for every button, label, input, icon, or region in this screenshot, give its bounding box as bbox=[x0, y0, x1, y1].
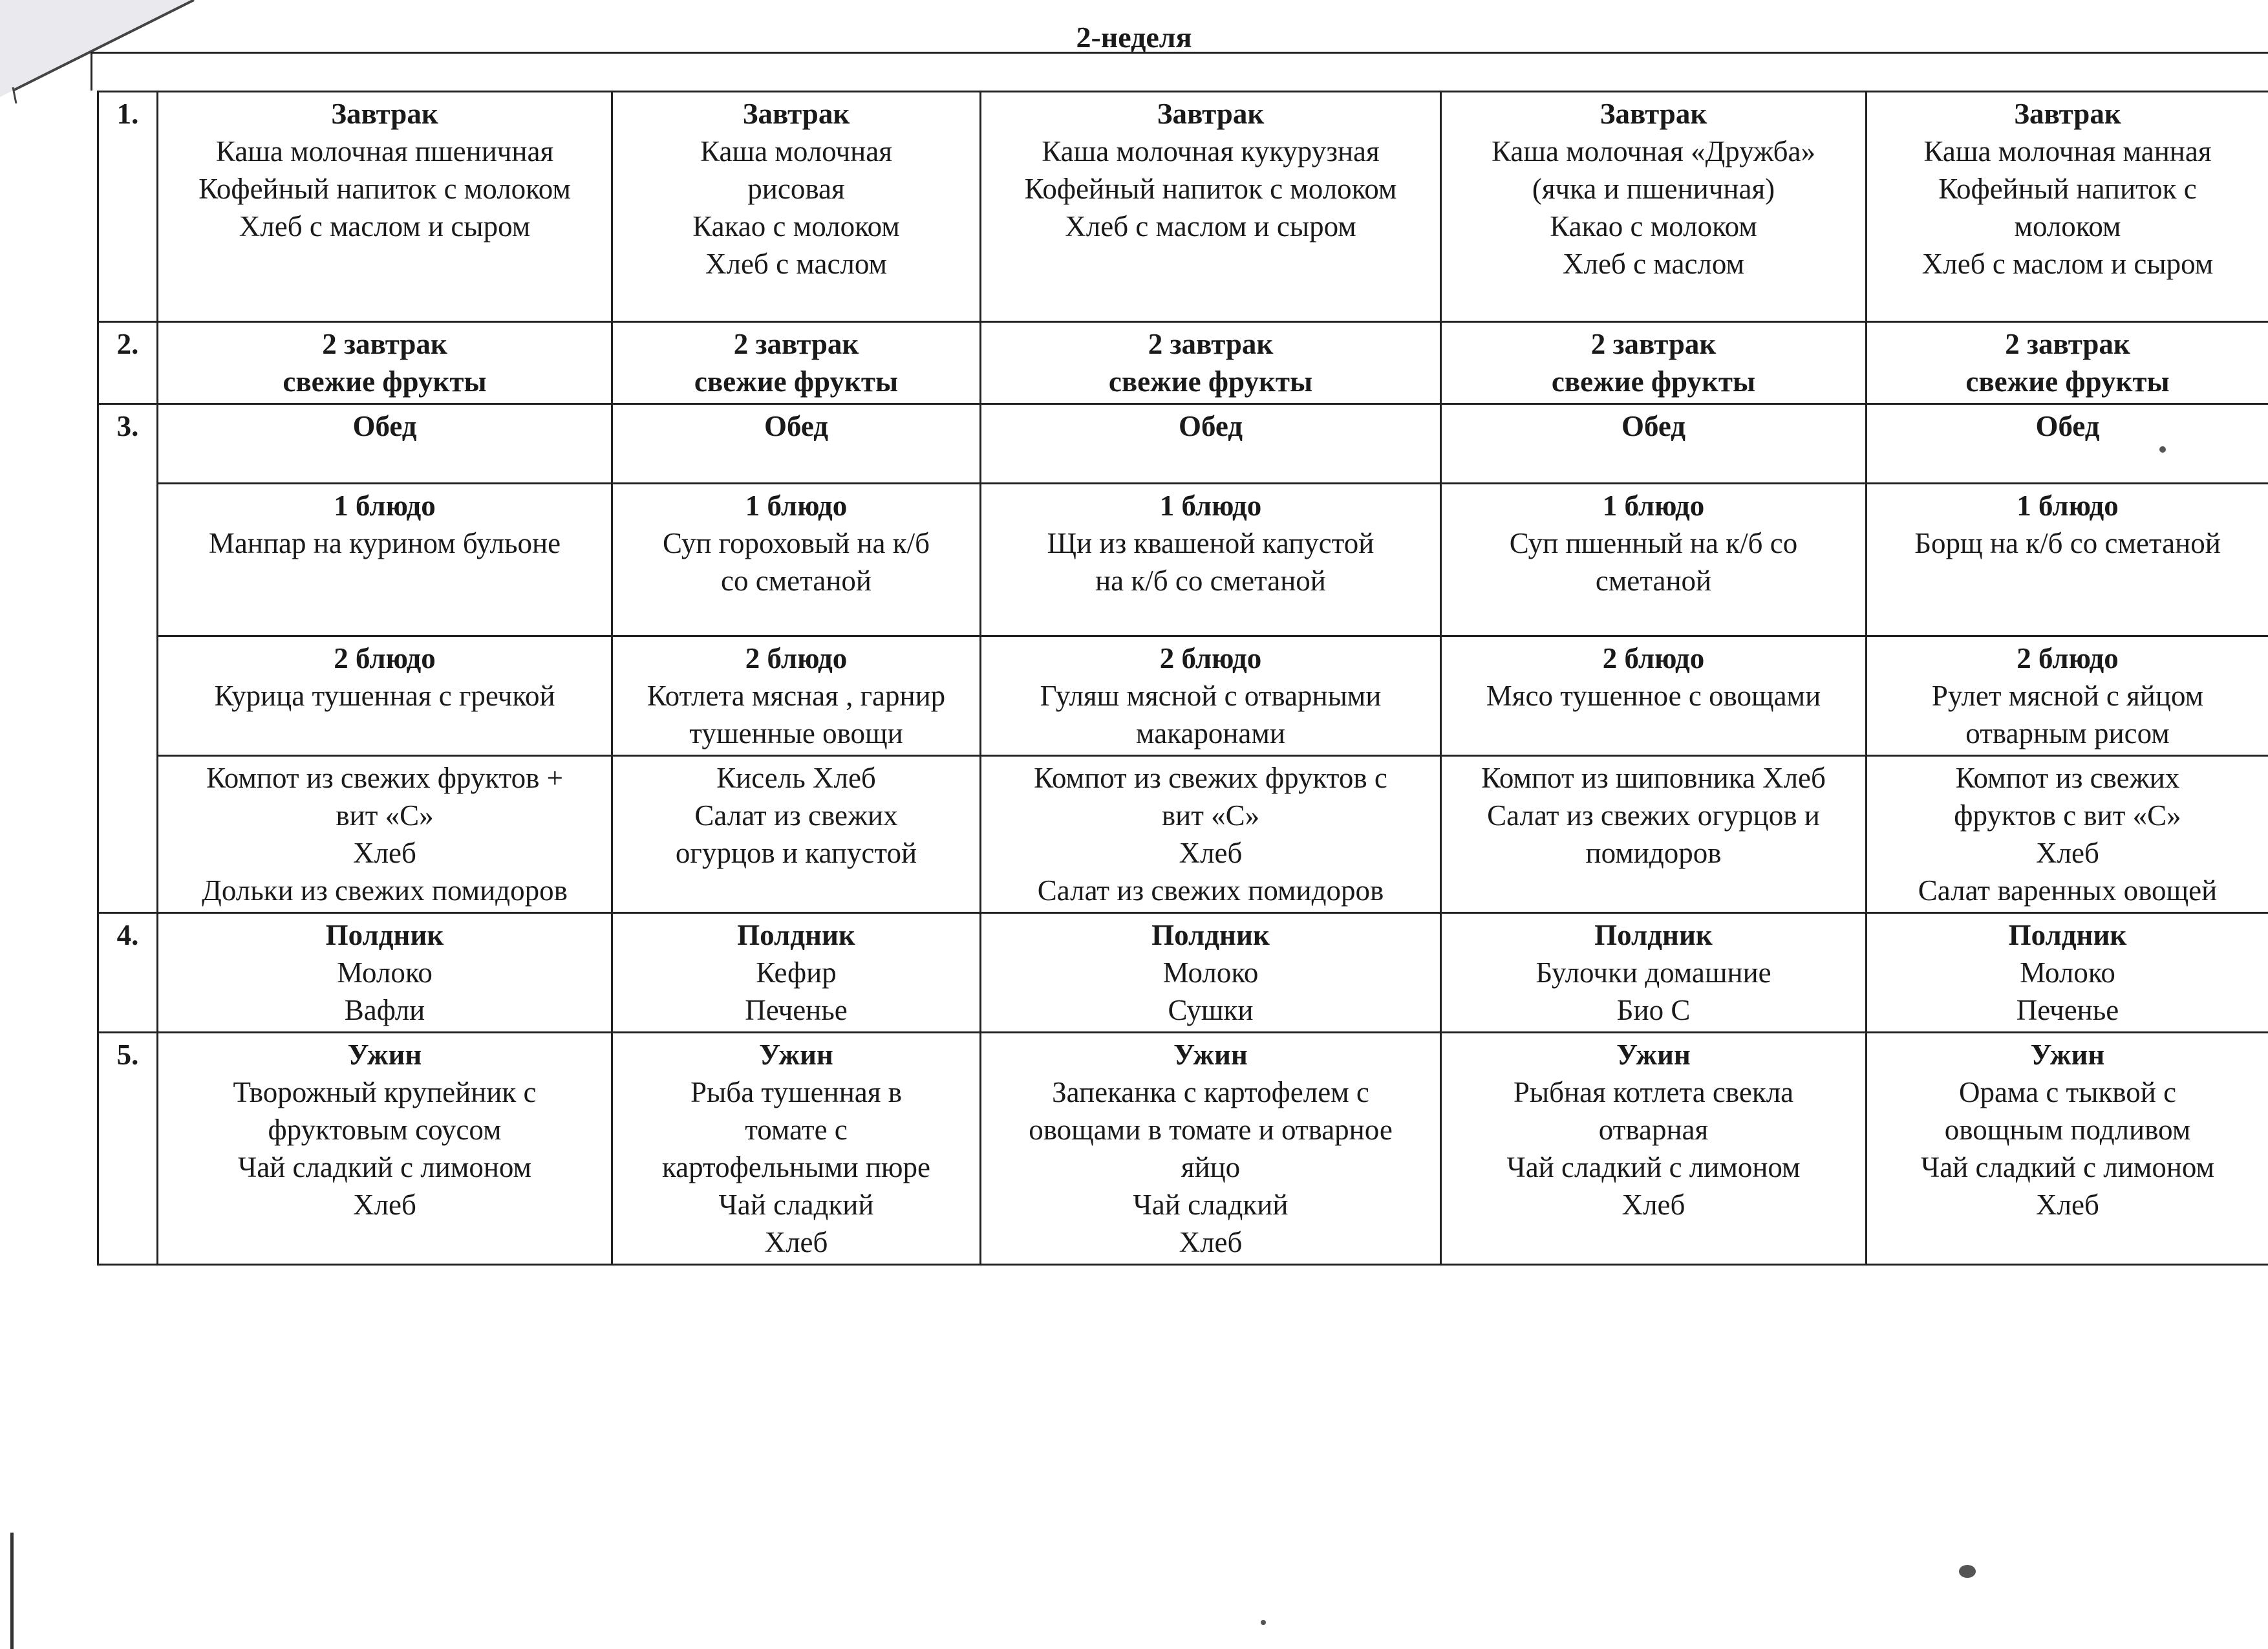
row-number: 3. bbox=[98, 404, 158, 913]
dish-line: яйцо bbox=[1181, 1151, 1241, 1183]
menu-cell bbox=[612, 92, 981, 322]
menu-cell bbox=[158, 92, 612, 322]
menu-cell bbox=[981, 92, 1441, 322]
menu-cell bbox=[1441, 92, 1867, 322]
meal-heading: 1 блюдо bbox=[745, 490, 848, 522]
menu-cell bbox=[612, 1033, 981, 1265]
dish-line: Молоко bbox=[337, 956, 433, 989]
dish-line: макаронами bbox=[1136, 717, 1285, 749]
menu-cell bbox=[981, 322, 1441, 404]
table-row bbox=[98, 636, 2268, 756]
dish-line: Чай сладкий с лимоном bbox=[1920, 1151, 2215, 1183]
dish-line: Салат из свежих помидоров bbox=[1037, 874, 1384, 907]
dish-line: Какао с молоком bbox=[692, 210, 900, 242]
dish-line: сметаной bbox=[1595, 565, 1712, 597]
menu-cell bbox=[1867, 92, 2268, 322]
dish-line: фруктовым соусом bbox=[268, 1114, 502, 1146]
meal-heading: 2 завтрак bbox=[1590, 328, 1717, 360]
table-row bbox=[98, 92, 2268, 322]
menu-cell bbox=[158, 913, 612, 1033]
meal-heading: 1 блюдо bbox=[2017, 490, 2119, 522]
dish-line: вит «С» bbox=[1161, 799, 1260, 832]
table-row bbox=[98, 1033, 2268, 1265]
dish-line: Био С bbox=[1616, 994, 1691, 1026]
meal-heading: Ужин bbox=[2030, 1039, 2105, 1071]
meal-heading: 2 блюдо bbox=[334, 642, 436, 674]
meal-heading: Ужин bbox=[1173, 1039, 1248, 1071]
menu-cell bbox=[981, 1033, 1441, 1265]
dish-line: Запеканка с картофелем с bbox=[1052, 1076, 1369, 1108]
dish-line: Каша молочная «Дружба» bbox=[1492, 135, 1815, 167]
menu-cell bbox=[1441, 322, 1867, 404]
meal-subheading: свежие фрукты bbox=[283, 365, 487, 398]
dish-line: Вафли bbox=[344, 994, 425, 1026]
meal-heading: Завтрак bbox=[1157, 98, 1265, 130]
menu-cell bbox=[158, 322, 612, 404]
dish-line: Чай сладкий bbox=[718, 1189, 874, 1221]
menu-cell bbox=[1441, 404, 1867, 484]
dish-line: огурцов и капустой bbox=[675, 837, 917, 869]
menu-cell bbox=[612, 756, 981, 913]
scan-edge-mark bbox=[10, 1533, 14, 1649]
row-number: 1. bbox=[98, 92, 158, 322]
meal-heading: Обед bbox=[1621, 410, 1686, 442]
menu-cell bbox=[1441, 756, 1867, 913]
dish-line: Кофейный напиток с bbox=[1938, 173, 2197, 205]
meal-subheading: свежие фрукты bbox=[1551, 365, 1756, 398]
dish-line: молоком bbox=[2014, 210, 2121, 242]
meal-heading: Полдник bbox=[325, 919, 444, 951]
meal-heading: 2 завтрак bbox=[322, 328, 447, 360]
weekly-menu-table bbox=[97, 91, 2268, 1266]
dish-line: Хлеб с маслом и сыром bbox=[1065, 210, 1356, 242]
scan-speck bbox=[1959, 1565, 1976, 1578]
dish-line: рисовая bbox=[747, 173, 845, 205]
meal-heading: Завтрак bbox=[331, 98, 438, 130]
meal-heading: 2 блюдо bbox=[1159, 642, 1262, 674]
dish-line: Салат варенных овощей bbox=[1918, 874, 2218, 907]
row-number: 5. bbox=[98, 1033, 158, 1265]
menu-cell bbox=[612, 404, 981, 484]
meal-heading: 1 блюдо bbox=[334, 490, 436, 522]
dish-line: Кофейный напиток с молоком bbox=[1024, 173, 1397, 205]
dish-line: Кефир bbox=[756, 956, 837, 989]
dish-line: Компот из свежих фруктов с bbox=[1034, 762, 1387, 794]
dish-line: томате с bbox=[745, 1114, 848, 1146]
dish-line: Чай сладкий bbox=[1133, 1189, 1289, 1221]
meal-heading: 2 завтрак bbox=[1148, 328, 1274, 360]
meal-heading: 2 блюдо bbox=[1602, 642, 1705, 674]
table-frame bbox=[91, 52, 2268, 91]
dish-line: Булочки домашние bbox=[1535, 956, 1771, 989]
meal-heading: Завтрак bbox=[2014, 98, 2121, 130]
menu-cell bbox=[1867, 404, 2268, 484]
dish-line: со сметаной bbox=[721, 565, 872, 597]
dish-line: Дольки из свежих помидоров bbox=[202, 874, 568, 907]
table-row bbox=[98, 322, 2268, 404]
menu-cell bbox=[1867, 484, 2268, 636]
meal-heading: Обед bbox=[764, 410, 829, 442]
dish-line: Суп пшенный на к/б со bbox=[1509, 527, 1798, 559]
dish-line: Чай сладкий с лимоном bbox=[237, 1151, 532, 1183]
menu-cell bbox=[981, 484, 1441, 636]
menu-cell bbox=[1867, 1033, 2268, 1265]
meal-heading: Завтрак bbox=[742, 98, 850, 130]
menu-cell bbox=[158, 756, 612, 913]
dish-line: вит «С» bbox=[336, 799, 434, 832]
menu-cell bbox=[158, 1033, 612, 1265]
dish-line: фруктов с вит «С» bbox=[1954, 799, 2181, 832]
menu-cell bbox=[158, 404, 612, 484]
dish-line: Каша молочная пшеничная bbox=[215, 135, 554, 167]
dish-line: отварная bbox=[1598, 1114, 1709, 1146]
menu-cell bbox=[1441, 1033, 1867, 1265]
table-row bbox=[98, 756, 2268, 913]
dish-line: Щи из квашеной капустой bbox=[1047, 527, 1375, 559]
dish-line: Суп гороховый на к/б bbox=[662, 527, 930, 559]
dish-line: Хлеб bbox=[353, 837, 416, 869]
dish-line: Курица тушенная с гречкой bbox=[214, 680, 555, 712]
dish-line: овощами в томате и отварное bbox=[1029, 1114, 1393, 1146]
dish-line: Рыба тушенная в bbox=[690, 1076, 902, 1108]
menu-cell bbox=[612, 913, 981, 1033]
meal-heading: Полдник bbox=[2008, 919, 2127, 951]
meal-heading: Полдник bbox=[1594, 919, 1713, 951]
dish-line: Кофейный напиток с молоком bbox=[198, 173, 571, 205]
dish-line: Хлеб с маслом bbox=[705, 248, 887, 280]
table-row bbox=[98, 913, 2268, 1033]
menu-cell bbox=[612, 484, 981, 636]
meal-subheading: свежие фрукты bbox=[1108, 365, 1313, 398]
meal-heading: 2 блюдо bbox=[745, 642, 848, 674]
dish-line: Сушки bbox=[1168, 994, 1254, 1026]
meal-heading: Ужин bbox=[759, 1039, 833, 1071]
dish-line: Мясо тушенное с овощами bbox=[1486, 680, 1821, 712]
row-number: 2. bbox=[98, 322, 158, 404]
dish-line: Хлеб с маслом bbox=[1563, 248, 1744, 280]
meal-heading: 2 завтрак bbox=[733, 328, 859, 360]
dish-line: Каша молочная кукурузная bbox=[1042, 135, 1380, 167]
dish-line: Хлеб bbox=[1179, 837, 1243, 869]
dish-line: тушенные овощи bbox=[689, 717, 903, 749]
meal-heading: Ужин bbox=[1616, 1039, 1691, 1071]
dish-line: Компот из шиповника Хлеб bbox=[1481, 762, 1826, 794]
meal-subheading: свежие фрукты bbox=[1965, 365, 2170, 398]
dish-line: Борщ на к/б со сметаной bbox=[1914, 527, 2221, 559]
menu-cell bbox=[981, 404, 1441, 484]
meal-heading: Завтрак bbox=[1599, 98, 1707, 130]
dish-line: Какао с молоком bbox=[1550, 210, 1757, 242]
dish-line: Хлеб с маслом и сыром bbox=[239, 210, 531, 242]
menu-cell bbox=[1867, 756, 2268, 913]
meal-heading: Обед bbox=[1178, 410, 1243, 442]
meal-subheading: свежие фрукты bbox=[694, 365, 899, 398]
dish-line: Творожный крупейник с bbox=[233, 1076, 537, 1108]
page-title: 2-неделя bbox=[1076, 21, 1192, 54]
menu-cell bbox=[612, 322, 981, 404]
dish-line: Каша молочная bbox=[700, 135, 892, 167]
dish-line: Хлеб bbox=[353, 1189, 416, 1221]
dish-line: Хлеб bbox=[1621, 1189, 1685, 1221]
dish-line: Котлета мясная , гарнир bbox=[647, 680, 946, 712]
dish-line: Чай сладкий с лимоном bbox=[1506, 1151, 1801, 1183]
dish-line: Салат из свежих bbox=[694, 799, 898, 832]
menu-cell bbox=[1867, 636, 2268, 756]
meal-heading: Полдник bbox=[737, 919, 855, 951]
menu-cell bbox=[1867, 913, 2268, 1033]
meal-heading: 1 блюдо bbox=[1159, 490, 1262, 522]
dish-line: Манпар на курином бульоне bbox=[208, 527, 561, 559]
dish-line: Хлеб bbox=[1179, 1226, 1243, 1258]
menu-cell bbox=[1441, 913, 1867, 1033]
dish-line: овощным подливом bbox=[1944, 1114, 2191, 1146]
dish-line: Компот из свежих bbox=[1955, 762, 2180, 794]
meal-heading: Полдник bbox=[1151, 919, 1270, 951]
meal-heading: Обед bbox=[352, 410, 417, 442]
dish-line: Рулет мясной с яйцом bbox=[1931, 680, 2204, 712]
dish-line: Молоко bbox=[2020, 956, 2115, 989]
meal-heading: 1 блюдо bbox=[1602, 490, 1705, 522]
dish-line: Каша молочная манная bbox=[1923, 135, 2212, 167]
dish-line: Печенье bbox=[2016, 994, 2119, 1026]
menu-cell bbox=[158, 484, 612, 636]
menu-cell bbox=[1441, 484, 1867, 636]
dish-line: на к/б со сметаной bbox=[1095, 565, 1326, 597]
meal-heading: Ужин bbox=[347, 1039, 422, 1071]
table-row bbox=[98, 404, 2268, 484]
dish-line: Орама с тыквой с bbox=[1958, 1076, 2177, 1108]
dish-line: Молоко bbox=[1162, 956, 1259, 989]
menu-cell bbox=[981, 756, 1441, 913]
dish-line: помидоров bbox=[1585, 837, 1722, 869]
dish-line: Печенье bbox=[745, 994, 848, 1026]
dish-line: Кисель Хлеб bbox=[716, 762, 876, 794]
scan-speck bbox=[1261, 1620, 1266, 1625]
menu-cell bbox=[612, 636, 981, 756]
meal-heading: 2 блюдо bbox=[2017, 642, 2119, 674]
menu-cell bbox=[1441, 636, 1867, 756]
dish-line: отварным рисом bbox=[1965, 717, 2170, 749]
dish-line: Компот из свежих фруктов + bbox=[206, 762, 564, 794]
dish-line: Хлеб bbox=[2036, 1189, 2099, 1221]
dish-line: картофельными пюре bbox=[661, 1151, 931, 1183]
dish-line: Рыбная котлета свекла bbox=[1513, 1076, 1794, 1108]
dish-line: Хлеб с маслом и сыром bbox=[1921, 248, 2214, 280]
dish-line: Хлеб bbox=[2036, 837, 2099, 869]
meal-heading: Обед bbox=[2035, 410, 2100, 442]
menu-cell bbox=[981, 913, 1441, 1033]
menu-cell bbox=[158, 636, 612, 756]
row-number: 4. bbox=[98, 913, 158, 1033]
dish-line: Салат из свежих огурцов и bbox=[1487, 799, 1820, 832]
meal-heading: 2 завтрак bbox=[2005, 328, 2130, 360]
menu-cell bbox=[1867, 322, 2268, 404]
table-row bbox=[98, 484, 2268, 636]
dish-line: Гуляш мясной с отварными bbox=[1040, 680, 1382, 712]
menu-cell bbox=[981, 636, 1441, 756]
dish-line: (ячка и пшеничная) bbox=[1532, 173, 1775, 205]
dish-line: Хлеб bbox=[764, 1226, 828, 1258]
